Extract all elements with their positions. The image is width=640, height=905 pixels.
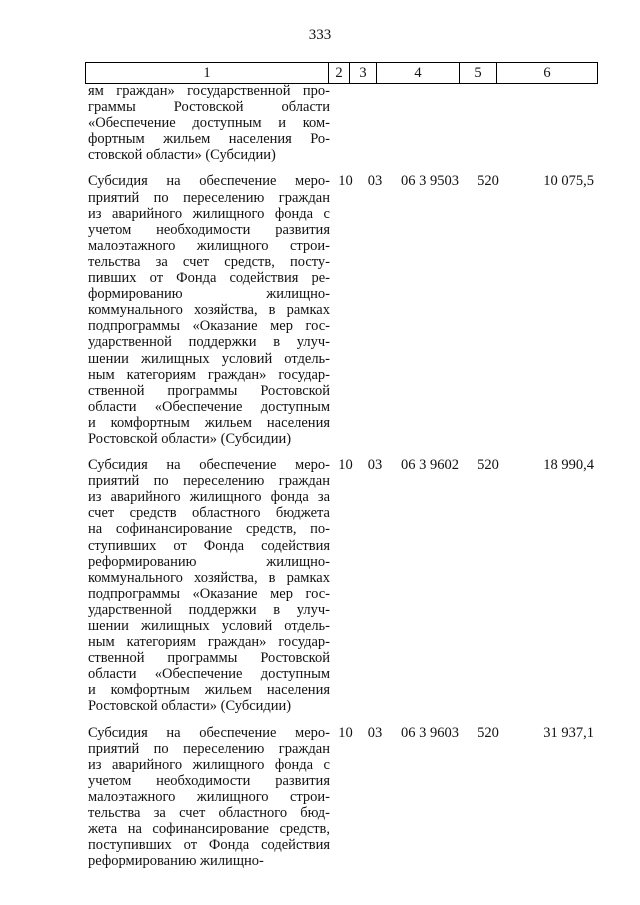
header-col-3: 3 bbox=[350, 63, 377, 84]
row-cell-c6: 31 937,1 bbox=[543, 724, 594, 741]
row-description bbox=[88, 457, 330, 715]
description-line: фортным жильем населения Ро- bbox=[88, 131, 330, 148]
table-row bbox=[85, 725, 597, 870]
table-row bbox=[85, 173, 597, 447]
header-col-4: 4 bbox=[377, 63, 460, 84]
description-line: малоэтажного жилищного строи- bbox=[88, 237, 330, 254]
description-line: и комфортным жильем населения bbox=[88, 682, 330, 699]
description-line: тельства за счет областного бюд- bbox=[88, 805, 330, 822]
description-line: реформированию жилищно- bbox=[88, 853, 264, 870]
description-line: подпрограммы «Оказание мер гос- bbox=[88, 585, 330, 602]
row-cell-c2: 10 bbox=[338, 724, 353, 741]
description-line: Ростовской области» (Субсидии) bbox=[88, 698, 292, 715]
row-cell-c4: 06 3 9503 bbox=[401, 173, 459, 190]
description-line: жета на софинансирование средств, bbox=[88, 821, 330, 838]
description-line: из аварийного жилищного фонда с bbox=[88, 756, 330, 773]
row-cell-c6: 18 990,4 bbox=[543, 457, 594, 474]
description-line: формированию жилищно- bbox=[88, 286, 330, 303]
description-line: малоэтажного жилищного строи- bbox=[88, 788, 330, 805]
description-line: из аварийного жилищного фонда с bbox=[88, 205, 330, 222]
row-description bbox=[88, 83, 330, 163]
row-cell-c3: 03 bbox=[367, 173, 383, 190]
row-cell-c5: 520 bbox=[477, 173, 499, 190]
description-line: граммы Ростовской области bbox=[88, 99, 330, 116]
description-line: тельства за счет средств, посту- bbox=[88, 253, 330, 270]
description-line: ственной программы Ростовской bbox=[88, 650, 330, 667]
row-cell-c3: 03 bbox=[367, 457, 383, 474]
header-col-2: 2 bbox=[329, 63, 350, 84]
description-line: учетом необходимости развития bbox=[88, 772, 330, 789]
description-line: Ростовской области» (Субсидии) bbox=[88, 430, 292, 447]
header-col-6: 6 bbox=[497, 63, 598, 84]
description-line: счет средств областного бюджета bbox=[88, 505, 330, 522]
description-line: ям граждан» государственной про- bbox=[88, 83, 330, 99]
table-body bbox=[85, 83, 597, 869]
row-cell-c5: 520 bbox=[477, 457, 499, 474]
description-line: Субсидия на обеспечение меро- bbox=[88, 457, 330, 474]
description-line: шении жилищных условий отдель- bbox=[88, 350, 330, 367]
row-cell-c2: 10 bbox=[338, 173, 353, 190]
description-line: «Обеспечение доступным и ком- bbox=[88, 115, 330, 132]
row-cell-c4: 06 3 9602 bbox=[401, 457, 459, 474]
header-col-1: 1 bbox=[86, 63, 329, 84]
description-line: приятий по переселению граждан bbox=[88, 189, 330, 206]
description-line: ственной программы Ростовской bbox=[88, 382, 330, 399]
description-line: ступивших от Фонда содействия bbox=[88, 537, 330, 554]
description-line: ным категориям граждан» государ- bbox=[88, 634, 330, 651]
description-line: Субсидия на обеспечение меро- bbox=[88, 173, 330, 190]
description-line: стовской области» (Субсидии) bbox=[88, 147, 276, 164]
description-line: приятий по переселению граждан bbox=[88, 740, 330, 757]
description-line: поступивших от Фонда содействия bbox=[88, 837, 330, 854]
header-col-5: 5 bbox=[460, 63, 497, 84]
description-line: ударственной поддержки в улуч- bbox=[88, 601, 330, 618]
description-line: пивших от Фонда содействия ре- bbox=[88, 270, 330, 287]
description-line: шении жилищных условий отдель- bbox=[88, 618, 330, 634]
description-line: ным категориям граждан» государ- bbox=[88, 366, 330, 383]
description-line: приятий по переселению граждан bbox=[88, 473, 330, 490]
page-number: 333 bbox=[308, 27, 332, 43]
row-cell-c5: 520 bbox=[477, 724, 499, 741]
row-cell-c4: 06 3 9603 bbox=[401, 724, 459, 741]
description-line: коммунального хозяйства, в рамках bbox=[88, 302, 330, 319]
table-header bbox=[85, 62, 598, 84]
row-cell-c3: 03 bbox=[367, 724, 383, 741]
table-row bbox=[85, 83, 597, 163]
row-description bbox=[88, 173, 330, 447]
table-row bbox=[85, 457, 597, 715]
description-line: подпрограммы «Оказание мер гос- bbox=[88, 318, 330, 335]
row-cell-c2: 10 bbox=[338, 457, 353, 474]
description-line: на софинансирование средств, по- bbox=[88, 521, 330, 538]
description-line: из аварийного жилищного фонда за bbox=[88, 489, 330, 506]
description-line: области «Обеспечение доступным bbox=[88, 666, 330, 683]
row-description bbox=[88, 725, 330, 870]
description-line: области «Обеспечение доступным bbox=[88, 398, 330, 415]
description-line: реформированию жилищно- bbox=[88, 553, 330, 570]
description-line: и комфортным жильем населения bbox=[88, 414, 330, 431]
row-cell-c6: 10 075,5 bbox=[543, 173, 594, 190]
description-line: коммунального хозяйства, в рамках bbox=[88, 569, 330, 586]
description-line: Субсидия на обеспечение меро- bbox=[88, 724, 330, 741]
description-line: учетом необходимости развития bbox=[88, 221, 330, 238]
description-line: ударственной поддержки в улуч- bbox=[88, 334, 330, 351]
